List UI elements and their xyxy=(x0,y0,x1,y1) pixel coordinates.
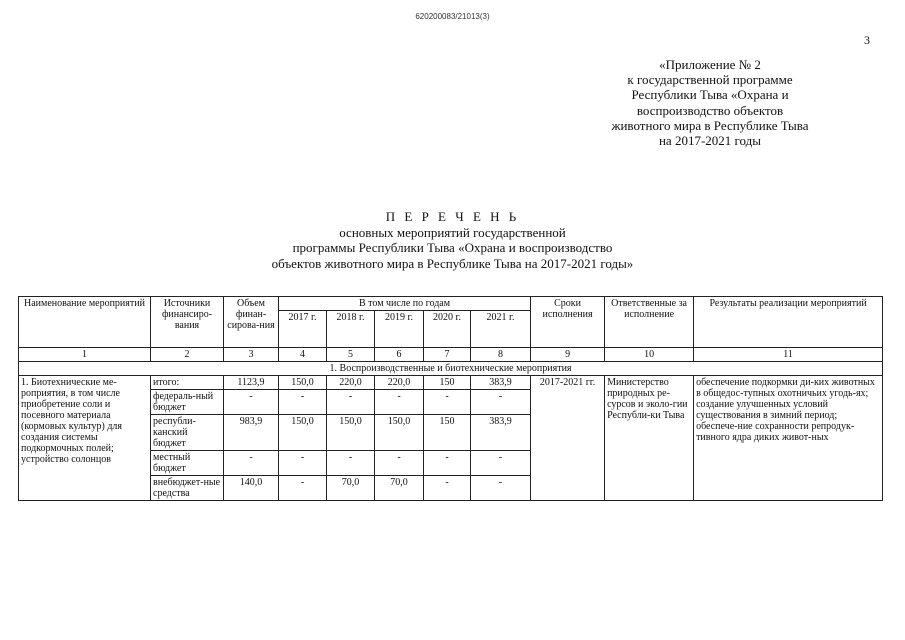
header-years-group: В том числе по годам xyxy=(279,297,531,311)
column-numbers-row xyxy=(19,348,883,362)
year-cell: - xyxy=(471,390,531,415)
header-source: Источники финансиро-вания xyxy=(151,297,224,348)
page-number: 3 xyxy=(864,33,870,47)
column-number: 5 xyxy=(327,348,375,362)
column-number: 2 xyxy=(151,348,224,362)
appendix-line: «Приложение № 2 xyxy=(659,57,761,72)
year-cell: - xyxy=(327,451,375,476)
header-responsible: Ответственные за исполнение xyxy=(605,297,694,348)
header-row xyxy=(19,297,883,311)
header-year: 2019 г. xyxy=(375,311,424,348)
volume-cell: - xyxy=(224,390,279,415)
table-row xyxy=(19,376,883,390)
year-cell: - xyxy=(279,451,327,476)
activity-name: 1. Биотехнические ме-роприятия, в том числе приобретение соли и посевного материала (кормовых культур) для создания системы подкормочных полей; устройство солонцов xyxy=(19,376,151,501)
source-cell: внебюджет-ные средства xyxy=(151,476,224,501)
header-year: 2018 г. xyxy=(327,311,375,348)
volume-cell: 983,9 xyxy=(224,415,279,451)
column-number: 8 xyxy=(471,348,531,362)
source-cell: итого: xyxy=(151,376,224,390)
results-cell: обеспечение подкормки ди-ких животных в общедос-тупных охотничьих угодь-ях; создание улучшенных условий существования в зимний период; обеспече-ние сохранности репродук-тивного ядра диких живот-ных xyxy=(694,376,883,501)
year-cell: - xyxy=(424,390,471,415)
year-cell: - xyxy=(424,476,471,501)
column-number: 6 xyxy=(375,348,424,362)
document-title xyxy=(0,209,905,271)
source-cell: республи-канский бюджет xyxy=(151,415,224,451)
document-id: 620200083/21013(3) xyxy=(415,12,490,21)
title-heading: П Е Р Е Ч Е Н Ь xyxy=(385,209,520,224)
year-cell: 70,0 xyxy=(327,476,375,501)
year-cell: - xyxy=(327,390,375,415)
column-number: 11 xyxy=(694,348,883,362)
column-number: 9 xyxy=(531,348,605,362)
activities-table xyxy=(18,296,883,501)
appendix-line: к государственной программе xyxy=(627,72,793,88)
header-volume: Объем финан-сирова-ния xyxy=(224,297,279,348)
title-line: объектов животного мира в Республике Тыва на 2017-2021 годы» xyxy=(271,255,634,271)
appendix-line: Республики Тыва «Охрана и xyxy=(631,87,789,103)
year-cell: - xyxy=(424,451,471,476)
section-row xyxy=(19,362,883,376)
source-cell: федераль-ный бюджет xyxy=(151,390,224,415)
header-year: 2021 г. xyxy=(471,311,531,348)
year-cell: 383,9 xyxy=(471,415,531,451)
header-results: Результаты реализации мероприятий xyxy=(694,297,883,348)
year-cell: 150 xyxy=(424,376,471,390)
year-cell: 150,0 xyxy=(375,415,424,451)
year-cell: - xyxy=(375,390,424,415)
year-cell: 383,9 xyxy=(471,376,531,390)
year-cell: 220,0 xyxy=(327,376,375,390)
year-cell: 70,0 xyxy=(375,476,424,501)
header-year: 2020 г. xyxy=(424,311,471,348)
appendix-line: животного мира в Республике Тыва xyxy=(611,117,809,133)
title-line: основных мероприятий государственной xyxy=(339,224,566,240)
column-number: 7 xyxy=(424,348,471,362)
section-title: 1. Воспроизводственные и биотехнические мероприятия xyxy=(19,362,883,376)
year-cell: - xyxy=(279,476,327,501)
year-cell: - xyxy=(471,451,531,476)
column-number: 4 xyxy=(279,348,327,362)
column-number: 10 xyxy=(605,348,694,362)
column-number: 1 xyxy=(19,348,151,362)
appendix-line: воспроизводство объектов xyxy=(636,102,784,118)
year-cell: 150,0 xyxy=(279,415,327,451)
volume-cell: - xyxy=(224,451,279,476)
volume-cell: 140,0 xyxy=(224,476,279,501)
responsible-cell: Министерство природных ре-сурсов и эколо-гии Республи-ки Тыва xyxy=(605,376,694,501)
deadline-cell: 2017-2021 гг. xyxy=(531,376,605,501)
year-cell: - xyxy=(471,476,531,501)
volume-cell: 1123,9 xyxy=(224,376,279,390)
appendix-note xyxy=(560,57,860,148)
title-line: программы Республики Тыва «Охрана и воспроизводство xyxy=(292,240,613,255)
source-cell: местный бюджет xyxy=(151,451,224,476)
year-cell: 150 xyxy=(424,415,471,451)
year-cell: 150,0 xyxy=(327,415,375,451)
year-cell: 150,0 xyxy=(279,376,327,390)
header-year: 2017 г. xyxy=(279,311,327,348)
year-cell: 220,0 xyxy=(375,376,424,390)
header-deadline: Сроки исполнения xyxy=(531,297,605,348)
column-number: 3 xyxy=(224,348,279,362)
year-cell: - xyxy=(375,451,424,476)
year-cell: - xyxy=(279,390,327,415)
header-name: Наименование мероприятий xyxy=(19,297,151,348)
appendix-line: на 2017-2021 годы xyxy=(658,133,762,149)
